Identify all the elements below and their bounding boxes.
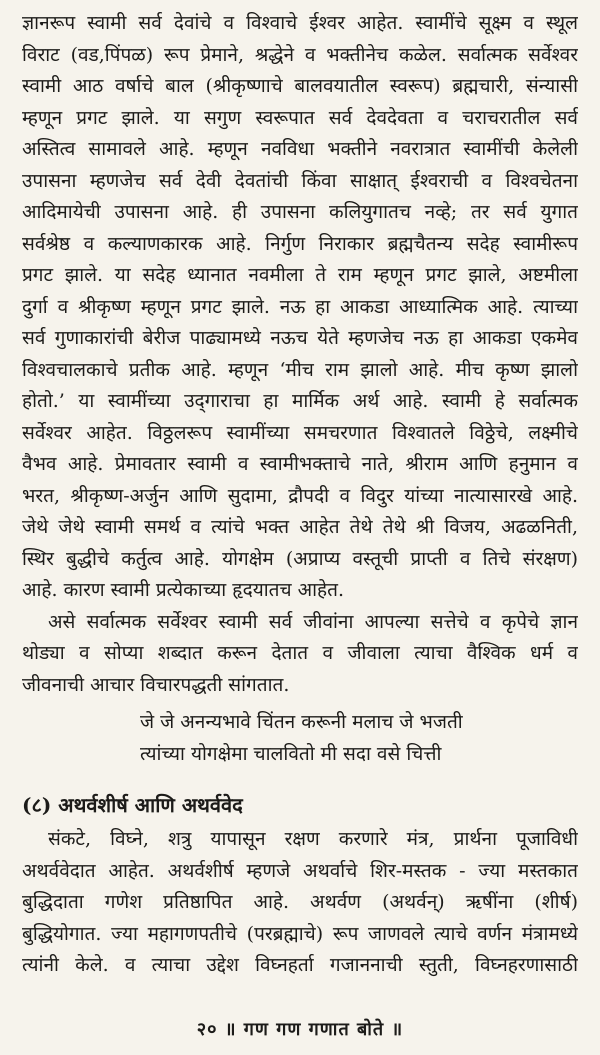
text-line: आहे. कारण स्वामी प्रत्येकाच्या हृदयातच आहेत.: [22, 579, 344, 601]
text-line: विराट (वड,पिंपळ) रूप प्रेमाने, श्रद्धेने व भक्तीनेच कळेल. सर्वात्मक सर्वेश्वर: [22, 43, 578, 66]
text-line: संकटे, विघ्ने, शत्रु यापासून रक्षण करणारे मंत्र, प्रार्थना पूजाविधी: [48, 828, 578, 850]
verse-block: [22, 707, 578, 770]
text-line: उपासना म्हणजेच सर्व देवी देवतांची किंवा साक्षात् ईश्वराची व विश्वचेतना: [22, 169, 578, 192]
text-line: वैभव आहे. प्रेमावतार स्वामी व स्वामीभक्ताचे नाते, श्रीराम आणि हनुमान व: [22, 453, 578, 475]
text-line: होतो.’ या स्वामींच्या उद्‌गाराचा हा मार्मिक अर्थ आहे. स्वामी हे सर्वात्मक: [22, 390, 578, 412]
text-line: बुद्धियोगात. ज्या महागणपतीचे (परब्रह्माचे) रूप जाणवले त्याचे वर्णन मंत्रामध्ये: [22, 922, 578, 945]
verse-line: त्यांच्या योगक्षेमा चालवितो मी सदा वसे चित्ती: [140, 742, 442, 765]
text-line: म्हणून प्रगट झाले. या सगुण स्वरूपात सर्व देवदेवता व चराचरातील सर्व: [22, 106, 578, 129]
text-line: बुद्धिदाता गणेश प्रतिष्ठापित आहे. अथर्वण (अथर्वन्) ऋषींना (शीर्ष): [22, 891, 578, 913]
text-line: ज्ञानरूप स्वामी सर्व देवांचे व विश्वाचे ईश्वर आहेत. स्वामींचे सूक्ष्म व स्थूल: [22, 12, 578, 34]
verse-line: जे जे अनन्यभावे चिंतन करूनी मलाच जे भजती: [140, 711, 463, 733]
text-line: भरत, श्रीकृष्ण-अर्जुन आणि सुदामा, द्रौपदी व विदुर यांच्या नात्यासारखे आहे.: [22, 484, 578, 507]
text-line: दुर्गा व श्रीकृष्ण म्हणून प्रगट झाले. नऊ हा आकडा आध्यात्मिक आहे. त्याच्या: [22, 295, 578, 318]
text-line: जेथे जेथे स्वामी समर्थ व त्यांचे भक्त आहेत तेथे तेथे श्री विजय, अढळनिती,: [22, 516, 578, 538]
text-line: सर्वेश्वर आहेत. विठ्ठलरूप स्वामींच्या समचरणात विश्वातले विठ्ठेचे, लक्ष्मीचे: [22, 421, 578, 444]
text-line: प्रगट झाले. या सदेह ध्यानात नवमीला ते राम म्हणून प्रगट झाले, अष्टमीला: [22, 264, 578, 286]
page-footer: २० ॥ गण गण गणात बोते ॥: [196, 1019, 404, 1040]
text-line: स्थिर बुद्धीचे कर्तुत्व आहे. योगक्षेम (अप्राप्य वस्तूची प्राप्ती व तिचे संरक्षण): [22, 547, 578, 570]
paragraph-2: [22, 607, 578, 702]
text-line: आदिमायेची उपासना आहे. ही उपासना कलियुगातच नव्हे; तर सर्व युगात: [22, 201, 578, 223]
text-line: थोड्या व सोप्या शब्दात करून देतात व जीवाला त्याचा वैश्विक धर्म व: [22, 642, 578, 664]
text-line: विश्वचालकाचे प्रतीक आहे. म्हणून ‘मीच राम झालो आहे. मीच कृष्ण झालो: [22, 358, 578, 381]
text-line: अथर्ववेदात आहेत. अथर्वशीर्ष म्हणजे अथर्वाचे शिर-मस्तक - ज्या मस्तकात: [22, 859, 578, 882]
paragraph-3: [22, 824, 578, 982]
text-line: अस्तित्व सामावले आहे. म्हणून नवविधा भक्तीने नवरात्रात स्वामींची केलेली: [22, 138, 578, 160]
section-heading: (८) अथर्वशीर्ष आणि अथर्ववेद: [22, 793, 243, 817]
paragraph-1: [22, 8, 578, 607]
text-line: जीवनाची आचार विचारपद्धती सांगतात.: [22, 673, 290, 696]
text-line: सर्व गुणाकारांची बेरीज पाढ्यामध्ये नऊच येते म्हणजेच नऊ हा आकडा एकमेव: [22, 327, 578, 349]
text-line: असे सर्वात्मक सर्वेश्वर स्वामी सर्व जीवांना आपल्या सत्तेचे व कृपेचे ज्ञान: [48, 610, 578, 633]
text-line: स्वामी आठ वर्षाचे बाल (श्रीकृष्णाचे बालवयातील स्वरूप) ब्रह्मचारी, संन्यासी: [22, 75, 578, 97]
text-line: त्यांनी केले. व त्याचा उद्देश विघ्नहर्ता गजाननाची स्तुती, विघ्नहरणासाठी: [22, 954, 578, 976]
text-line: सर्वश्रेष्ठ व कल्याणकारक आहे. निर्गुण निराकार ब्रह्मचैतन्य सदेह स्वामीरूप: [22, 232, 578, 255]
